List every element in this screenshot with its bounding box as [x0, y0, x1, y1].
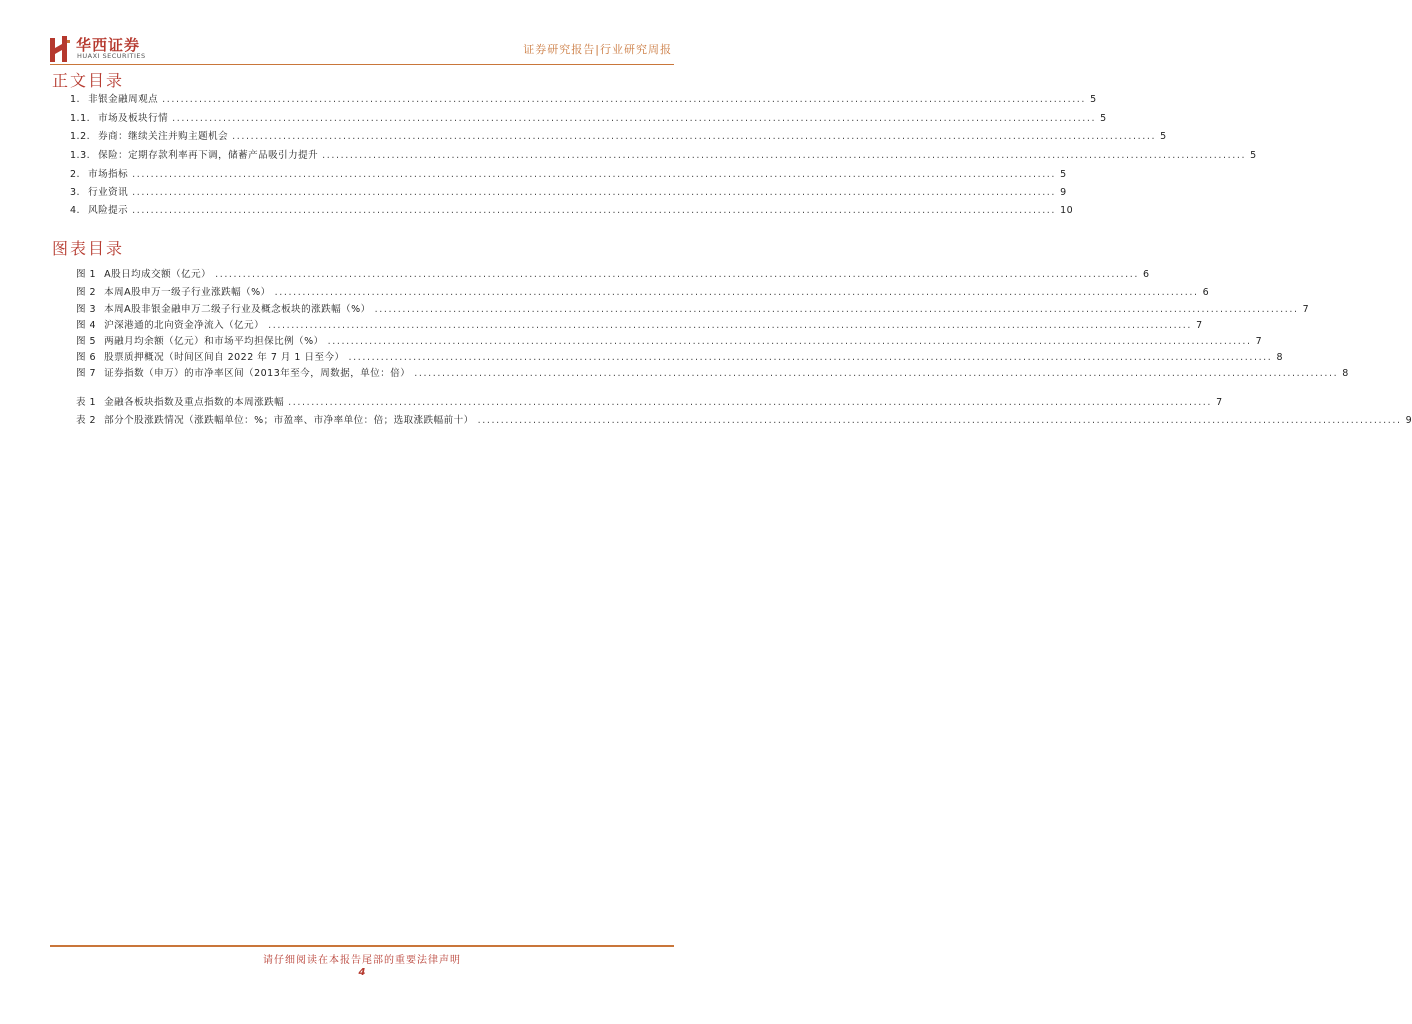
toc-entry-label: 金融各板块指数及重点指数的本周涨跌幅: [104, 397, 285, 408]
toc-leader-dots: ........................................................................................................................................................................................................: [162, 94, 1087, 105]
toc-entry-page: 5: [1090, 94, 1097, 105]
toc-entry-number: 图 4: [76, 320, 97, 331]
toc-entry-page: 7: [1196, 320, 1203, 331]
toc-entry-number: 1.1.: [70, 113, 91, 124]
toc-entry-label: 本周A股申万一级子行业涨跌幅（%）: [104, 287, 271, 298]
toc-entry[interactable]: [76, 412, 1412, 426]
toc-entry-label: 股票质押概况（时间区间自 2022 年 7 月 1 日至今）: [104, 352, 345, 363]
toc-entry-page: 8: [1276, 352, 1283, 363]
toc-entry-label: 风险提示: [88, 205, 129, 216]
toc-entry-label: 券商：继续关注并购主题机会: [98, 131, 229, 142]
footer-divider: [50, 945, 674, 947]
toc-leader-dots: ........................................................................................................................................................................................................: [274, 287, 1199, 298]
toc-entry-number: 3.: [70, 187, 81, 198]
toc-entry-label: 市场及板块行情: [98, 113, 169, 124]
toc-entry[interactable]: [76, 394, 1223, 408]
toc-entry-page: 10: [1060, 205, 1074, 216]
toc-entry-label: 证券指数（申万）的市净率区间（2013年至今，周数据，单位：倍）: [104, 368, 411, 379]
logo-english-name: HUAXI SECURITIES: [77, 52, 146, 60]
toc-entry-number: 图 7: [76, 368, 97, 379]
toc-leader-dots: ........................................................................................................................................................................................................: [132, 169, 1057, 180]
toc-leader-dots: ........................................................................................................................................................................................................: [322, 150, 1247, 161]
toc-entry-number: 4.: [70, 205, 81, 216]
report-type-label: 证券研究报告|行业研究周报: [523, 43, 672, 56]
toc-entry-page: 7: [1255, 336, 1263, 347]
toc-entry[interactable]: [70, 91, 1097, 105]
toc-entry[interactable]: [70, 184, 1067, 198]
toc-entry[interactable]: [76, 317, 1203, 331]
toc-entry-label: 保险：定期存款利率再下调，储蓄产品吸引力提升: [98, 150, 319, 161]
toc-leader-dots: ........................................................................................................................................................................................................: [414, 368, 1339, 379]
toc-entry[interactable]: [70, 166, 1067, 180]
toc-entry-number: 2.: [70, 169, 81, 180]
toc-leader-dots: ........................................................................................................................................................................................................: [477, 415, 1402, 426]
toc-entry-page: 9: [1060, 187, 1067, 198]
toc-title: 正文目录: [52, 71, 125, 90]
toc-entry-page: 5: [1060, 169, 1067, 180]
figures-title: 图表目录: [52, 239, 125, 258]
toc-entry[interactable]: [76, 333, 1263, 347]
toc-entry[interactable]: [76, 349, 1283, 363]
toc-leader-dots: ........................................................................................................................................................................................................: [327, 336, 1252, 347]
toc-leader-dots: ........................................................................................................................................................................................................: [232, 131, 1157, 142]
toc-entry[interactable]: [70, 202, 1074, 216]
toc-leader-dots: ........................................................................................................................................................................................................: [374, 304, 1299, 315]
toc-entry-page: 6: [1143, 269, 1150, 280]
toc-entry-page: 7: [1302, 304, 1310, 315]
header-divider: [50, 64, 674, 65]
toc-entry-number: 1.: [70, 94, 81, 105]
toc-entry-number: 图 2: [76, 287, 97, 298]
toc-leader-dots: ........................................................................................................................................................................................................: [288, 397, 1213, 408]
toc-leader-dots: ........................................................................................................................................................................................................: [348, 352, 1273, 363]
toc-entry-label: 部分个股涨跌情况（涨跌幅单位：%；市盈率、市净率单位：倍；选取涨跌幅前十）: [104, 415, 474, 426]
toc-entry[interactable]: [76, 365, 1349, 379]
toc-entry-number: 1.3.: [70, 150, 91, 161]
toc-entry-number: 图 6: [76, 352, 97, 363]
toc-entry-number: 表 2: [76, 415, 97, 426]
toc-entry-number: 1.2.: [70, 131, 91, 142]
toc-leader-dots: ........................................................................................................................................................................................................: [268, 320, 1193, 331]
toc-entry-number: 图 5: [76, 336, 97, 347]
toc-entry-page: 9: [1405, 415, 1412, 426]
toc-leader-dots: ........................................................................................................................................................................................................: [132, 205, 1057, 216]
toc-entry-label: 沪深港通的北向资金净流入（亿元）: [104, 320, 265, 331]
toc-entry-label: 非银金融周观点: [88, 94, 159, 105]
toc-entry-page: 5: [1100, 113, 1107, 124]
page-header: [50, 34, 674, 64]
toc-entry[interactable]: [76, 266, 1150, 280]
footer-disclaimer: 请仔细阅读在本报告尾部的重要法律声明: [263, 955, 461, 966]
toc-leader-dots: ........................................................................................................................................................................................................: [172, 113, 1097, 124]
toc-entry-number: 表 1: [76, 397, 97, 408]
toc-entry[interactable]: [76, 284, 1210, 298]
toc-entry-label: 市场指标: [88, 169, 129, 180]
toc-entry-number: 图 3: [76, 304, 97, 315]
toc-entry-page: 6: [1202, 287, 1210, 298]
toc-entry[interactable]: [70, 147, 1257, 161]
toc-entry-number: 图 1: [76, 269, 97, 280]
toc-entry-label: A股日均成交额（亿元）: [104, 269, 212, 280]
toc-entry-page: 8: [1342, 368, 1349, 379]
toc-leader-dots: ........................................................................................................................................................................................................: [215, 269, 1140, 280]
toc-entry-page: 5: [1160, 131, 1167, 142]
page-number: 4: [358, 967, 366, 978]
toc-entry[interactable]: [70, 128, 1167, 142]
toc-entry-label: 两融月均余额（亿元）和市场平均担保比例（%）: [104, 336, 324, 347]
logo-chinese-name: 华西证券: [76, 36, 141, 54]
toc-entry-label: 本周A股非银金融申万二级子行业及概念板块的涨跌幅（%）: [104, 304, 371, 315]
toc-entry[interactable]: [70, 110, 1107, 124]
toc-leader-dots: ........................................................................................................................................................................................................: [132, 187, 1057, 198]
huaxi-logo-mark-icon: [50, 36, 72, 62]
toc-entry-page: 5: [1250, 150, 1257, 161]
toc-entry-label: 行业资讯: [88, 187, 129, 198]
toc-entry-page: 7: [1216, 397, 1223, 408]
toc-entry[interactable]: [76, 301, 1310, 315]
